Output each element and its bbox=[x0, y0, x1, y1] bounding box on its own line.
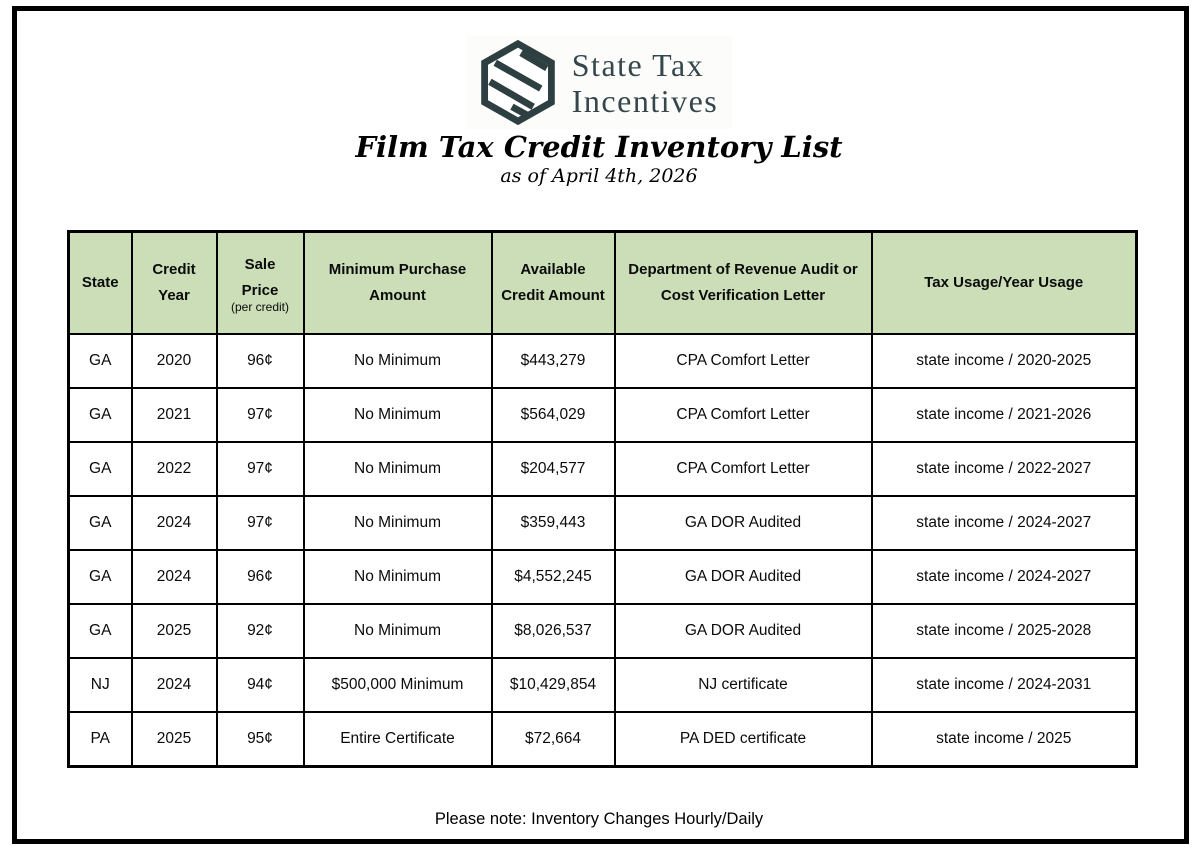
table-row bbox=[69, 604, 1137, 658]
table-row bbox=[69, 550, 1137, 604]
page-subtitle: as of April 4th, 2026 bbox=[500, 165, 698, 187]
table-cell: GA bbox=[69, 604, 132, 658]
table-cell: state income / 2024-2027 bbox=[872, 550, 1137, 604]
table-cell: $500,000 Minimum bbox=[304, 658, 492, 712]
table-cell: $10,429,854 bbox=[492, 658, 615, 712]
table-cell: state income / 2020-2025 bbox=[872, 334, 1137, 388]
col-header-credit-year: Credit Year bbox=[132, 232, 217, 335]
table-cell: $443,279 bbox=[492, 334, 615, 388]
table-cell: 95¢ bbox=[217, 712, 304, 767]
table-header-row bbox=[69, 232, 1137, 335]
table-cell: state income / 2022-2027 bbox=[872, 442, 1137, 496]
table-cell: No Minimum bbox=[304, 442, 492, 496]
table-cell: 2024 bbox=[132, 496, 217, 550]
table-cell: state income / 2024-2031 bbox=[872, 658, 1137, 712]
table-cell: 97¢ bbox=[217, 442, 304, 496]
table-row bbox=[69, 388, 1137, 442]
table-cell: No Minimum bbox=[304, 334, 492, 388]
table-body bbox=[69, 334, 1137, 767]
table-cell: 94¢ bbox=[217, 658, 304, 712]
table-cell: 92¢ bbox=[217, 604, 304, 658]
table-cell: 2020 bbox=[132, 334, 217, 388]
table-cell: No Minimum bbox=[304, 604, 492, 658]
table-cell: 2024 bbox=[132, 658, 217, 712]
table-cell: $359,443 bbox=[492, 496, 615, 550]
brand-name bbox=[572, 47, 719, 119]
col-header-tax-usage: Tax Usage/Year Usage bbox=[872, 232, 1137, 335]
table-cell: NJ bbox=[69, 658, 132, 712]
brand-line1: State Tax bbox=[571, 46, 705, 83]
table-cell: 96¢ bbox=[217, 334, 304, 388]
table-cell: PA DED certificate bbox=[615, 712, 872, 767]
col-header-sale-price-sub: (per credit) bbox=[230, 299, 289, 314]
table-cell: state income / 2021-2026 bbox=[872, 388, 1137, 442]
table-row bbox=[69, 442, 1137, 496]
table-row bbox=[69, 496, 1137, 550]
col-header-minimum-purchase: Minimum Purchase Amount bbox=[304, 232, 492, 335]
col-header-available-credit: Available Credit Amount bbox=[492, 232, 615, 335]
logo-container bbox=[466, 36, 733, 129]
inventory-table-wrapper bbox=[67, 230, 1138, 768]
table-cell: state income / 2025 bbox=[872, 712, 1137, 767]
table-cell: 2025 bbox=[132, 712, 217, 767]
table-cell: $4,552,245 bbox=[492, 550, 615, 604]
footer-note: Please note: Inventory Changes Hourly/Daily bbox=[434, 810, 764, 828]
table-cell: PA bbox=[69, 712, 132, 767]
table-cell: CPA Comfort Letter bbox=[615, 388, 872, 442]
table-row bbox=[69, 712, 1137, 767]
table-cell: state income / 2024-2027 bbox=[872, 496, 1137, 550]
table-cell: state income / 2025-2028 bbox=[872, 604, 1137, 658]
table-cell: 96¢ bbox=[217, 550, 304, 604]
table-cell: $72,664 bbox=[492, 712, 615, 767]
table-cell: GA bbox=[69, 496, 132, 550]
table-cell: Entire Certificate bbox=[304, 712, 492, 767]
table-cell: GA DOR Audited bbox=[615, 604, 872, 658]
inventory-table bbox=[67, 230, 1138, 768]
logo bbox=[0, 36, 1198, 129]
table-cell: CPA Comfort Letter bbox=[615, 334, 872, 388]
table-cell: 2024 bbox=[132, 550, 217, 604]
table-cell: GA DOR Audited bbox=[615, 496, 872, 550]
table-cell: GA bbox=[69, 550, 132, 604]
table-cell: 97¢ bbox=[217, 496, 304, 550]
col-header-sale-price: Sale Price (per credit) bbox=[217, 232, 304, 335]
table-cell: No Minimum bbox=[304, 496, 492, 550]
table-row bbox=[69, 334, 1137, 388]
table-cell: No Minimum bbox=[304, 388, 492, 442]
table-cell: 2021 bbox=[132, 388, 217, 442]
brand-line2: Incentives bbox=[571, 82, 719, 119]
table-cell: $564,029 bbox=[492, 388, 615, 442]
col-header-audit-letter: Department of Revenue Audit or Cost Verification Letter bbox=[615, 232, 872, 335]
table-cell: GA bbox=[69, 388, 132, 442]
hexagon-s-logo-icon bbox=[480, 40, 556, 125]
table-cell: No Minimum bbox=[304, 550, 492, 604]
table-cell: GA bbox=[69, 442, 132, 496]
table-cell: GA DOR Audited bbox=[615, 550, 872, 604]
table-cell: 2025 bbox=[132, 604, 217, 658]
table-cell: $8,026,537 bbox=[492, 604, 615, 658]
table-cell: CPA Comfort Letter bbox=[615, 442, 872, 496]
table-cell: 97¢ bbox=[217, 388, 304, 442]
table-cell: 2022 bbox=[132, 442, 217, 496]
table-cell: GA bbox=[69, 334, 132, 388]
table-cell: NJ certificate bbox=[615, 658, 872, 712]
table-cell: $204,577 bbox=[492, 442, 615, 496]
page-title: Film Tax Credit Inventory List bbox=[355, 130, 843, 164]
col-header-state: State bbox=[69, 232, 132, 335]
table-row bbox=[69, 658, 1137, 712]
